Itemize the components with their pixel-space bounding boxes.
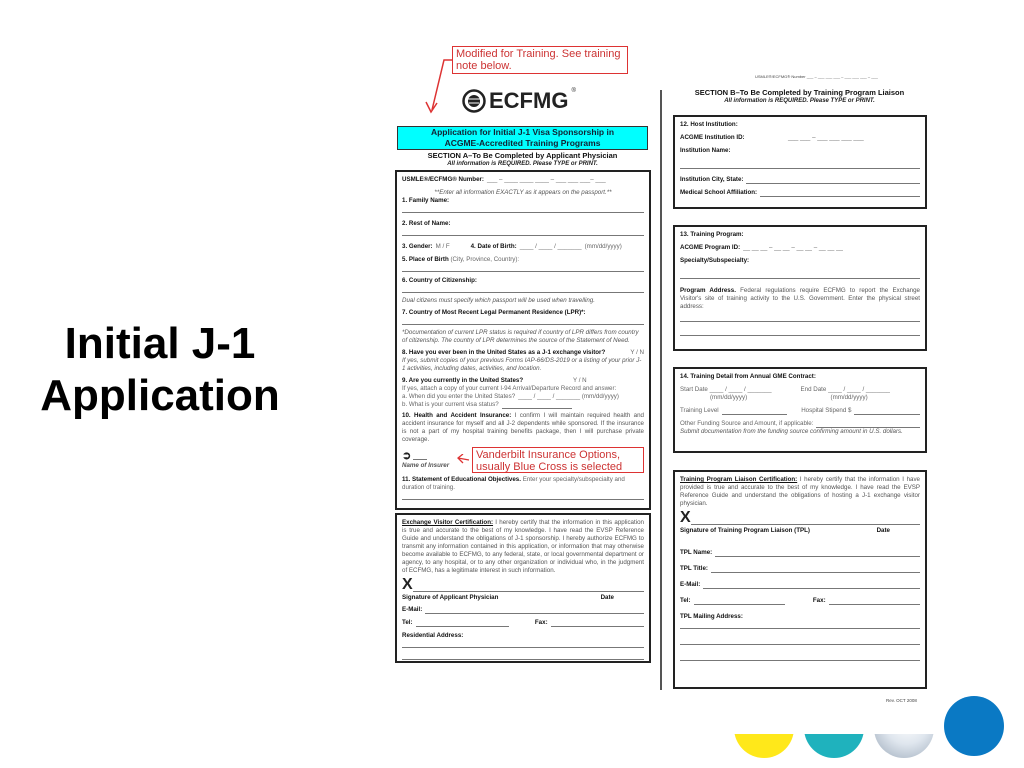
- column-divider: [660, 90, 662, 690]
- tpl-title-field[interactable]: [711, 566, 920, 573]
- form-title-line1: Application for Initial J-1 Visa Sponsorship in: [430, 127, 615, 137]
- citizenship-note: Dual citizens must specify which passport will be used when travelling.: [402, 297, 595, 304]
- start-date-label: Start Date: [680, 386, 708, 393]
- insurer-label: Name of Insurer: [402, 462, 450, 469]
- revision-label: Rev. OCT 2008: [886, 698, 917, 703]
- family-name-label: 1. Family Name:: [402, 197, 450, 204]
- tel-label: Tel:: [402, 619, 413, 626]
- end-date-format: (mm/dd/yyyy): [830, 394, 868, 401]
- inst-city-label: Institution City, State:: [680, 176, 744, 183]
- section-a-box: [395, 170, 651, 510]
- training-note: Modified for Training. See training note below.: [452, 46, 628, 74]
- med-school-field[interactable]: [760, 190, 920, 197]
- inst-name-field[interactable]: [680, 161, 920, 169]
- yellow-circle: [734, 734, 794, 758]
- prog-id-field[interactable]: __ __ __ – __ __ – __ __ – __ __ __: [743, 244, 843, 251]
- insurer-field[interactable]: [413, 453, 427, 460]
- tpl-title-label: TPL Title:: [680, 565, 708, 572]
- fax-label: Fax:: [534, 619, 548, 626]
- dob-field[interactable]: ____ / ____ / _______: [519, 243, 582, 250]
- liaison-signature-field[interactable]: [691, 523, 920, 525]
- place-of-birth-label: 5. Place of Birth: [402, 256, 449, 263]
- liaison-signature-x: X: [680, 509, 691, 526]
- date-label: Date: [600, 594, 614, 601]
- globe-icon: [462, 89, 486, 113]
- level-field[interactable]: [722, 408, 788, 415]
- cert-title: Exchange Visitor Certification:: [402, 519, 494, 526]
- stipend-label: Hospital Stipend $: [801, 407, 852, 414]
- other-funding-label: Other Funding Source and Amount, if applicable:: [680, 420, 814, 427]
- liaison-signature-label: Signature of Training Program Liaison (TPL): [680, 527, 810, 534]
- inst-city-field[interactable]: [746, 177, 920, 184]
- tpl-address-field-1[interactable]: [680, 621, 920, 629]
- tpl-tel-label: Tel:: [680, 597, 691, 604]
- applicant-certification-box: [395, 513, 651, 663]
- entry-date-field[interactable]: ____ / ____ / _______ (mm/dd/yyyy): [518, 393, 619, 400]
- citizenship-label: 6. Country of Citizenship:: [402, 277, 477, 284]
- gender-label: 3. Gender:: [402, 243, 433, 250]
- teal-circle: [804, 734, 864, 758]
- section-b-header: [673, 89, 926, 105]
- objectives-field[interactable]: [402, 492, 644, 500]
- section-b-usmle: [755, 74, 878, 79]
- start-date-field[interactable]: ____ / ____ / _______: [709, 386, 772, 393]
- fax-field[interactable]: [551, 620, 644, 627]
- med-school-label: Medical School Affiliation:: [680, 189, 758, 196]
- arrow-right-icon: ➲: [402, 450, 412, 462]
- place-of-birth-hint: (City, Province, Country):: [450, 256, 520, 263]
- address-field-2[interactable]: [402, 652, 644, 660]
- stipend-field[interactable]: [854, 408, 920, 415]
- start-date-format: (mm/dd/yyyy): [710, 394, 748, 401]
- rest-of-name-label: 2. Rest of Name:: [402, 220, 451, 227]
- logo-text: ECFMG: [489, 88, 569, 113]
- liaison-cert-title: Training Program Liaison Certification:: [680, 476, 798, 483]
- level-label: Training Level: [680, 407, 719, 414]
- inst-id-field[interactable]: ___ ___ – ___ ___ ___ ___: [788, 134, 864, 141]
- section-b-title: SECTION B–To Be Completed by Training Program Liaison: [694, 88, 905, 97]
- dob-format: (mm/dd/yyyy): [584, 243, 622, 250]
- ecfmg-logo: [462, 88, 576, 114]
- section-a-subtitle: All information is REQUIRED. Please TYPE or PRINT.: [447, 161, 598, 167]
- objectives-label: 11. Statement of Educational Objectives.: [402, 476, 521, 483]
- citizenship-field[interactable]: [402, 285, 644, 293]
- rest-of-name-field[interactable]: [402, 228, 644, 236]
- insurance-label: 10. Health and Accident Insurance:: [402, 412, 512, 419]
- tpl-address-label: TPL Mailing Address:: [680, 613, 743, 620]
- note-arrow-icon: [456, 454, 470, 466]
- training-program-label: 13. Training Program:: [680, 231, 744, 238]
- signature-label: Signature of Applicant Physician: [402, 594, 499, 601]
- lpr-note: *Documentation of current LPR status is required if country of LPR differs from country of citizenship. The country of LPR determines the source of the Statement of Need.: [402, 329, 639, 344]
- training-program-box: [673, 225, 927, 351]
- specialty-label: Specialty/Subspecialty:: [680, 257, 750, 264]
- section-a-header: [397, 152, 648, 168]
- prog-addr-field-2[interactable]: [680, 328, 920, 336]
- dob-label: 4. Date of Birth:: [470, 243, 517, 250]
- entry-date-label: a. When did you enter the United States?: [402, 393, 516, 400]
- form-title-line2: ACGME-Accredited Training Programs: [444, 137, 601, 148]
- objectives-text: Enter your specialty/subspecialty and duration of training.: [402, 476, 625, 491]
- tpl-address-field-2[interactable]: [680, 637, 920, 645]
- insurance-note: Vanderbilt Insurance Options, usually Blue Cross is selected: [472, 447, 644, 473]
- other-funding-note: Submit documentation from the funding source confirming amount in U.S. dollars.: [680, 428, 903, 435]
- usmle-label: USMLE®/ECFMG® Number:: [402, 176, 484, 183]
- place-of-birth-field[interactable]: [402, 264, 644, 272]
- in-us-yn[interactable]: Y / N: [573, 377, 587, 384]
- visa-status-label: b. What is your current visa status?: [402, 401, 499, 408]
- other-funding-field[interactable]: [816, 421, 920, 428]
- liaison-certification-box: [673, 470, 927, 689]
- tel-field[interactable]: [416, 620, 509, 627]
- tpl-email-label: E-Mail:: [680, 581, 701, 588]
- doctor-photo-circle: [874, 734, 934, 758]
- prog-id-label: ACGME Program ID:: [680, 244, 741, 251]
- email-field[interactable]: [425, 607, 644, 614]
- liaison-date-label: Date: [876, 527, 890, 534]
- insurer-block: [402, 450, 454, 470]
- host-institution-box: [673, 115, 927, 209]
- tpl-name-field[interactable]: [715, 550, 920, 557]
- tpl-email-field[interactable]: [703, 582, 920, 589]
- lpr-field[interactable]: [402, 317, 644, 325]
- end-date-label: End Date: [800, 386, 827, 393]
- inst-name-label: Institution Name:: [680, 147, 731, 154]
- in-us-label: 9. Are you currently in the United States?: [402, 377, 524, 384]
- prog-addr-text: Federal regulations require ECFMG to report the Exchange Visitor's site of training activity to the U.S. Government. Enter the physical street address:: [680, 287, 920, 310]
- gender-options[interactable]: M / F: [435, 243, 450, 250]
- arrow-icon: [420, 58, 460, 118]
- title-line-1: Initial J-1: [64, 319, 256, 368]
- training-detail-box: [673, 367, 927, 453]
- family-name-field[interactable]: [402, 205, 644, 213]
- form-title: [397, 126, 648, 150]
- applicant-signature-field[interactable]: [413, 590, 644, 592]
- tpl-tel-field[interactable]: [694, 598, 785, 605]
- title-line-2: Application: [40, 371, 280, 420]
- slide-title: [20, 318, 300, 422]
- tpl-address-field-3[interactable]: [680, 653, 920, 661]
- blue-circle: [944, 696, 1004, 756]
- insurance-text: I confirm I will maintain required health and accident insurance for myself and all J-2 dependents while sponsored. If the insurance is not a part of my hospital training benefits package, then I will purchase private coverage.: [402, 412, 644, 443]
- cert-text: I hereby certify that the information in this application is true and accurate to the best of my knowledge. I have read the EVSP Reference Guide and understand the obligations of J-1 sponsorship. I hereby authorize ECFMG to transmit any information contained in this application, or information that may otherwise become available to ECFMG, to any federal, state, or local governmental department or agency, to any hospital, or to any other organization or individual who, in the judgment of ECFMG, has a legitimate interest in such information.: [402, 519, 644, 574]
- left-column: [395, 170, 651, 663]
- insurer-row: [402, 447, 644, 473]
- training-detail-label: 14. Training Detail from Annual GME Contract:: [680, 373, 816, 380]
- usmle-field[interactable]: ___ – ____ ____ ____ – ___ ___ ___– ___: [487, 176, 606, 183]
- exact-note: **Enter all information EXACTLY as it appears on the passport.**: [434, 189, 612, 196]
- address-label: Residential Address:: [402, 632, 464, 639]
- prog-addr-label: Program Address.: [680, 287, 736, 294]
- lpr-label: 7. Country of Most Recent Legal Permanent Residence (LPR)*:: [402, 309, 586, 316]
- email-label: E-Mail:: [402, 606, 423, 613]
- liaison-cert-text: I hereby certify that the information I have provided is true and accurate to the best of my knowledge. I have read the EVSP Reference Guide and understand the obligations of hosting a J-1 exchange visitor physician.: [680, 476, 920, 507]
- prior-j1-label: 8. Have you ever been in the United States as a J-1 exchange visitor?: [402, 349, 606, 356]
- tpl-fax-field[interactable]: [829, 598, 920, 605]
- visa-status-field[interactable]: [502, 402, 572, 409]
- signature-x: X: [402, 576, 413, 593]
- prog-addr-field-1[interactable]: [680, 314, 920, 322]
- section-a-title: SECTION A–To Be Completed by Applicant Physician: [427, 151, 618, 160]
- prior-j1-note: If yes, submit copies of your previous Forms IAP-66/DS-2019 or a listing of your prior J-1 activities, including dates, activities, and location.: [402, 357, 642, 372]
- address-field-1[interactable]: [402, 640, 644, 648]
- decor-circles: [720, 734, 960, 768]
- end-date-field[interactable]: ____ / ____ / _______: [828, 386, 890, 393]
- in-us-note: If yes, attach a copy of your current I-94 Arrival/Departure Record and answer:: [402, 385, 617, 392]
- host-institution-label: 12. Host Institution:: [680, 121, 738, 128]
- usmle-b-label: USMLE®/ECFMG® Number: [755, 74, 806, 79]
- tpl-name-label: TPL Name:: [680, 549, 713, 556]
- usmle-b-field[interactable]: ___ – ___ ___ ___ – ___ ___ ___ – ___: [806, 74, 878, 79]
- section-b-subtitle: All information is REQUIRED. Please TYPE or PRINT.: [724, 98, 875, 104]
- prior-j1-yn[interactable]: Y / N: [630, 349, 644, 356]
- inst-id-label: ACGME Institution ID:: [680, 134, 745, 141]
- specialty-field[interactable]: [680, 271, 920, 279]
- logo-registered: ®: [571, 88, 576, 94]
- tpl-fax-label: Fax:: [812, 597, 826, 604]
